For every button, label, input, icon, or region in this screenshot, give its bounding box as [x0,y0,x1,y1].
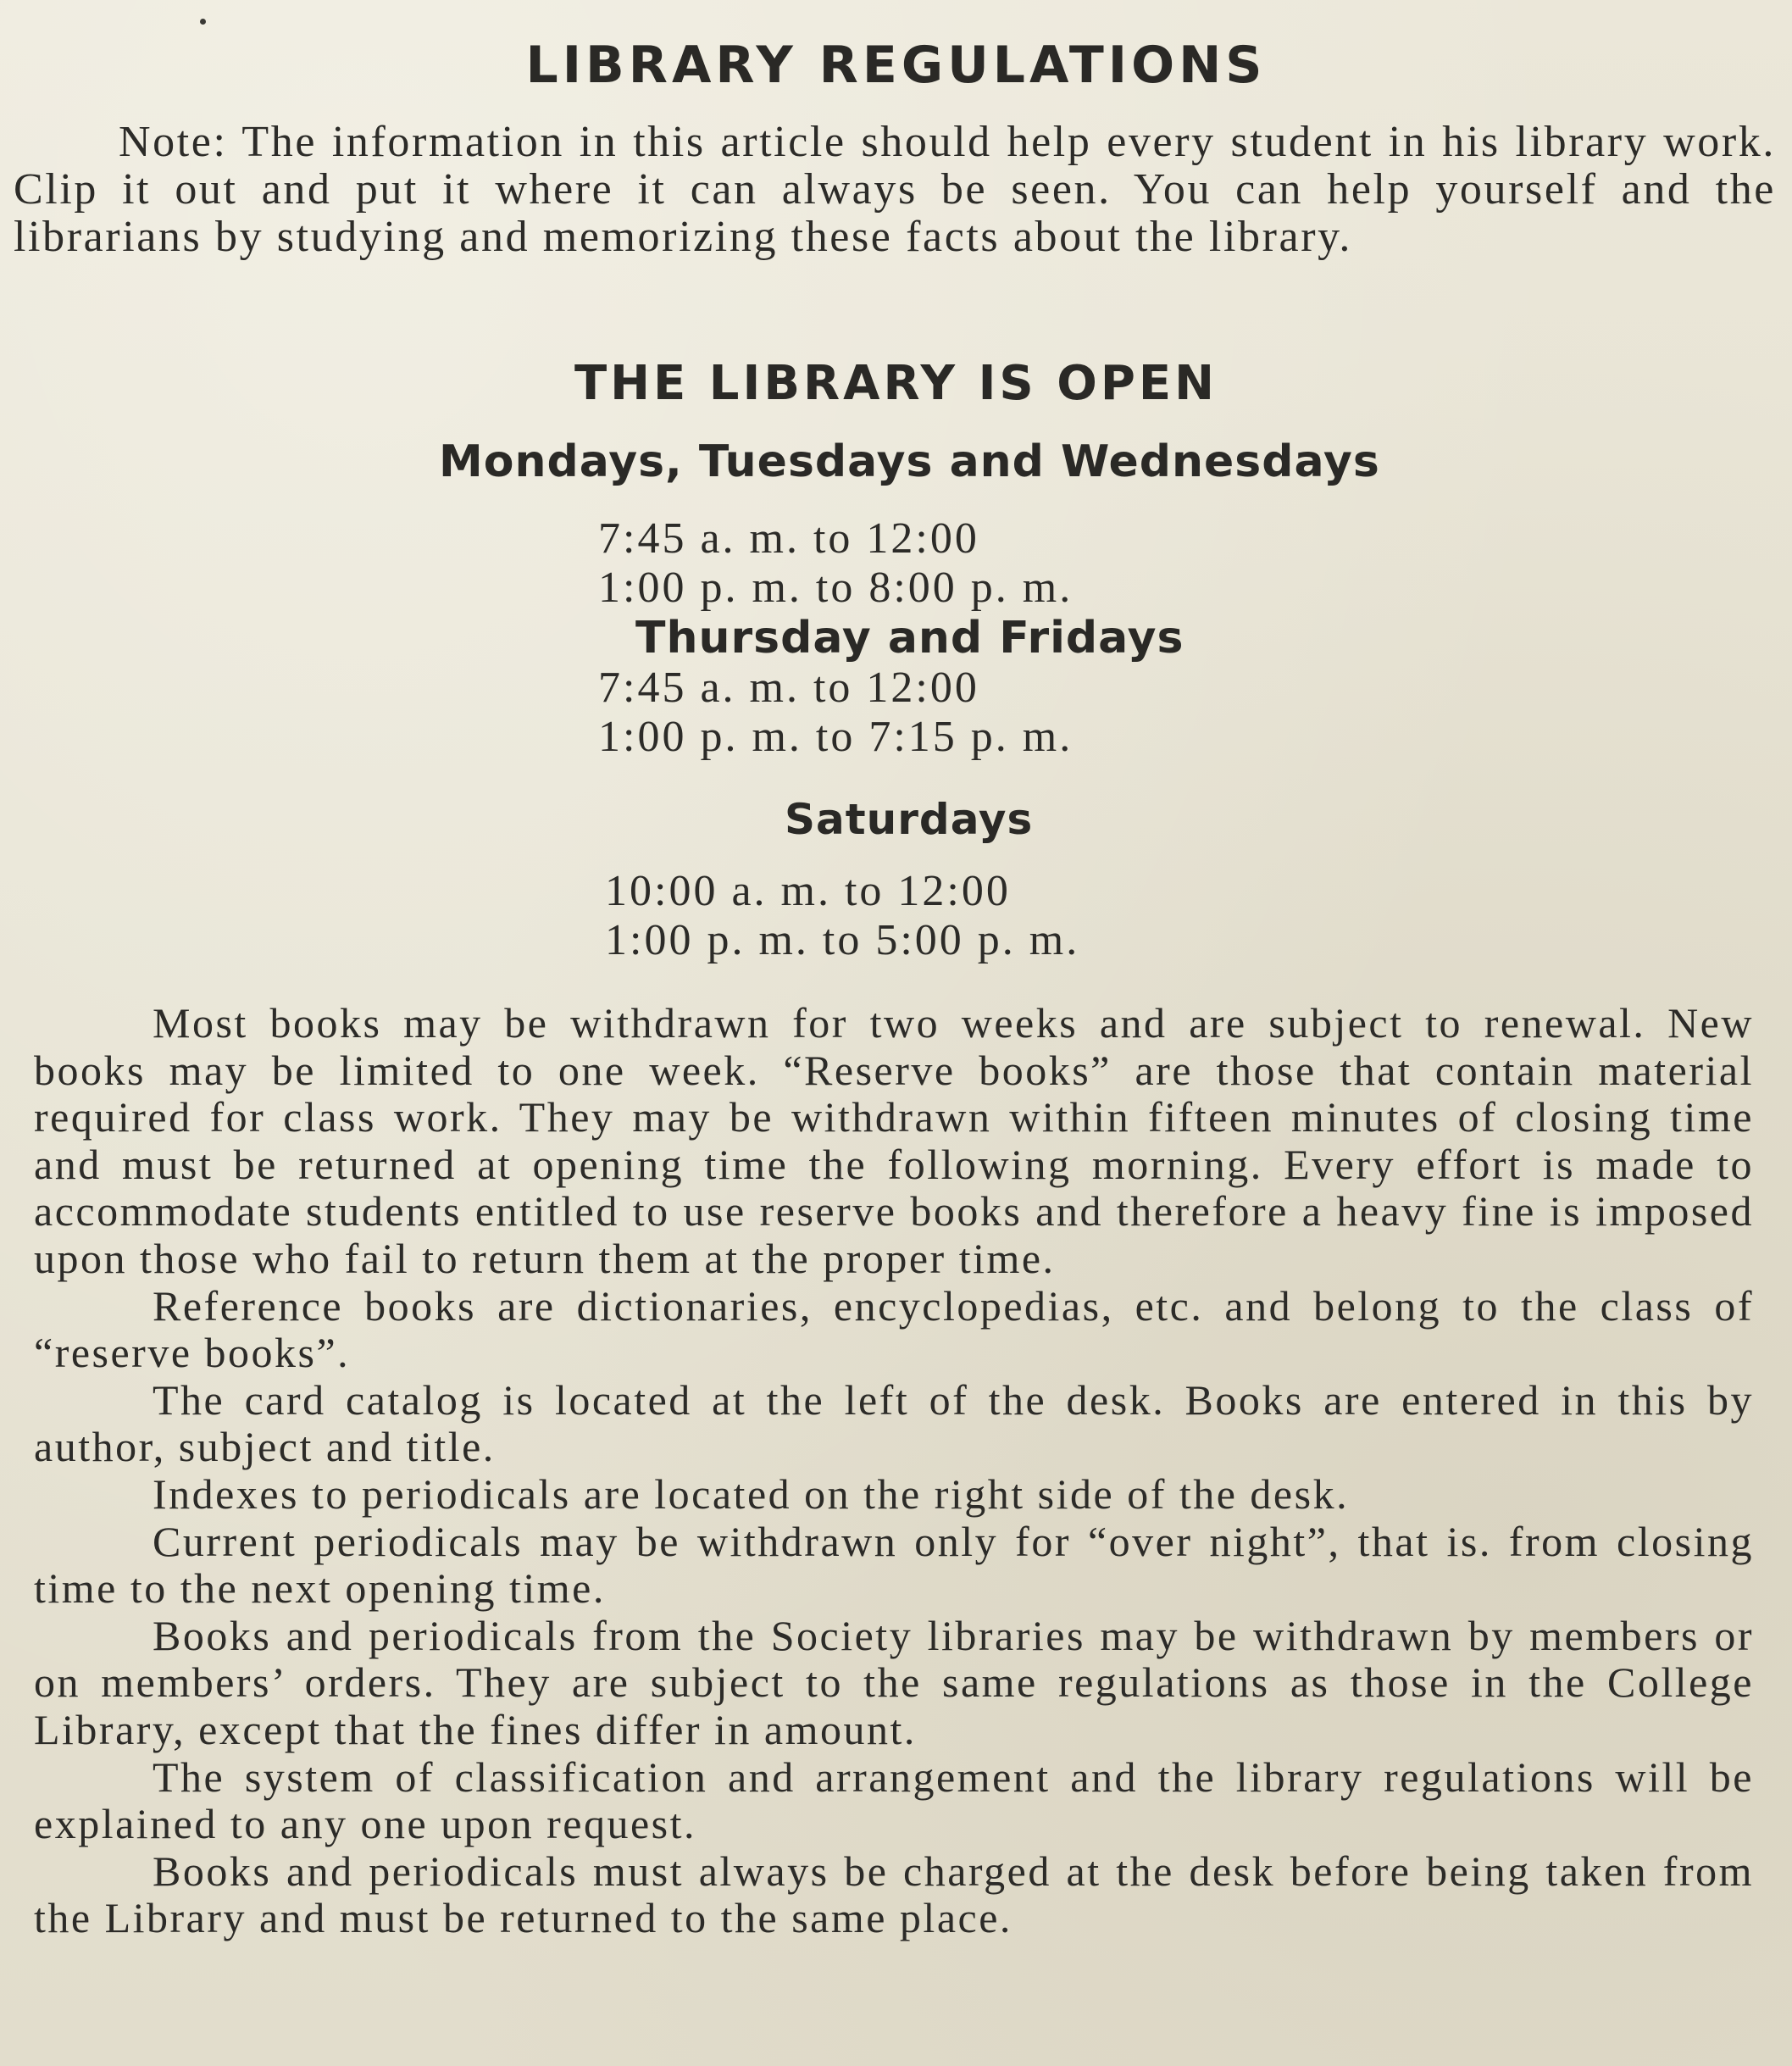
hours-heading: THE LIBRARY IS OPEN [574,356,1218,411]
schedule-time-mon-wed-afternoon: 1:00 p. m. to 8:00 p. m. [598,564,1074,612]
paragraph-card-catalog: The card catalog is located at the left of the desk. Books are entered in this by author, subject and title. [34,1375,1754,1471]
paragraph-charging: Books and periodicals must always be charged at the desk before being taken from the Library and must be returned to the same place. [34,1847,1754,1942]
ink-speck [200,19,206,25]
schedule-days-mon-wed: Mondays, Tuesdays and Wednesdays [439,436,1380,487]
intro-note: Note: The information in this article should help every student in his library work. Clip it out and put it where it can always be seen. You can help yourself and the librarians by studying and memorizing these facts about the library. [14,118,1776,261]
paragraph-periodical-indexes: Indexes to periodicals are located on the right side of the desk. [153,1469,1350,1518]
schedule-time-thu-fri-morning: 7:45 a. m. to 12:00 [598,664,979,712]
schedule-days-thu-fri: Thursday and Fridays [635,613,1184,664]
schedule-time-mon-wed-morning: 7:45 a. m. to 12:00 [598,514,979,563]
paragraph-withdrawal-rules: Most books may be withdrawn for two weeks and are subject to renewal. New books may be limited to one week. “Reserve books” are those that contain material required for class work. They may be withdrawn within fifteen minutes of closing time and must be returned at opening time the following morning. Every effort is made to accommodate students entitled to use reserve books and therefore a heavy fine is imposed upon those who fail to return them at the proper time. [34,999,1754,1282]
page-title: LIBRARY REGULATIONS [525,36,1267,95]
regulations-body [34,1000,1754,1942]
paragraph-classification: The system of classification and arrangement and the library regulations will be explained to any one upon request. [34,1752,1754,1848]
schedule-time-thu-fri-afternoon: 1:00 p. m. to 7:15 p. m. [598,713,1074,761]
paragraph-current-periodicals: Current periodicals may be withdrawn only for “over night”, that is. from closing time to the next opening time. [34,1517,1754,1613]
paragraph-reference-books: Reference books are dictionaries, encyclopedias, etc. and belong to the class of “reserve books”. [34,1281,1754,1377]
paragraph-society-libraries: Books and periodicals from the Society libraries may be withdrawn by members or on members’ orders. They are subject to the same regulations as those in the College Library, except that the fines differ in amount. [34,1611,1754,1753]
schedule-time-saturday-morning: 10:00 a. m. to 12:00 [605,867,1011,915]
schedule-days-saturday: Saturdays [785,795,1034,844]
schedule-time-saturday-afternoon: 1:00 p. m. to 5:00 p. m. [605,916,1080,964]
